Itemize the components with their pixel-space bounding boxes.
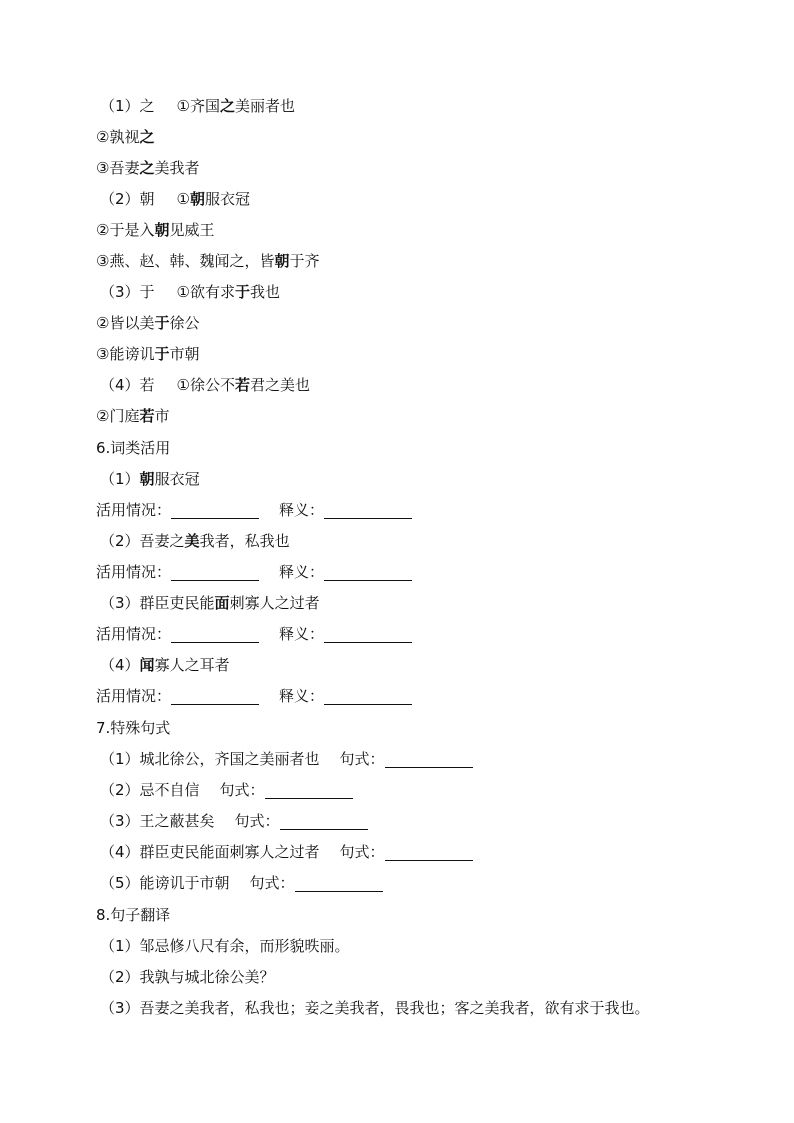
- sentence-pattern-item-1: （1）城北徐公，齐国之美丽者也 句式：: [100, 748, 473, 770]
- section-7-title: 7.特殊句式: [96, 719, 171, 737]
- word-item-zhi-3: ③吾妻之美我者: [96, 159, 200, 177]
- translation-item-1: （1）邹忌修八尺有余，而形貌昳丽。: [100, 937, 350, 955]
- section-8-title: 8.句子翻译: [96, 906, 171, 924]
- word-item-zhi-2: ②孰视之: [96, 128, 155, 146]
- meaning-blank[interactable]: [324, 626, 412, 643]
- usage-answer-row-3: 活用情况： 释义：: [96, 623, 412, 645]
- meaning-blank[interactable]: [324, 688, 412, 705]
- pattern-blank[interactable]: [280, 813, 368, 830]
- word-item-chao-2: ②于是入朝见威王: [96, 221, 215, 239]
- translation-item-3: （3）吾妻之美我者，私我也；妾之美我者，畏我也；客之美我者，欲有求于我也。: [100, 999, 650, 1017]
- word-item-ruo-2: ②门庭若市: [96, 407, 170, 425]
- word-item-chao-1: （2）朝 ①朝服衣冠: [100, 190, 251, 208]
- usage-blank[interactable]: [171, 502, 259, 519]
- meaning-blank[interactable]: [324, 564, 412, 581]
- sentence-pattern-item-3: （3）王之蔽甚矣 句式：: [100, 810, 368, 832]
- word-item-yu-2: ②皆以美于徐公: [96, 314, 200, 332]
- sentence-pattern-item-5: （5）能谤讥于市朝 句式：: [100, 872, 383, 894]
- sentence-pattern-item-2: （2）忌不自信 句式：: [100, 779, 353, 801]
- usage-question-3: （3）群臣吏民能面刺寡人之过者: [100, 594, 320, 612]
- meaning-blank[interactable]: [324, 502, 412, 519]
- word-item-zhi-1: （1）之 ①齐国之美丽者也: [100, 97, 296, 115]
- pattern-blank[interactable]: [385, 751, 473, 768]
- usage-blank[interactable]: [171, 688, 259, 705]
- translation-item-2: （2）我孰与城北徐公美？: [100, 968, 275, 986]
- usage-blank[interactable]: [171, 564, 259, 581]
- usage-question-1: （1）朝服衣冠: [100, 470, 200, 488]
- word-item-yu-3: ③能谤讥于市朝: [96, 345, 200, 363]
- usage-answer-row-4: 活用情况： 释义：: [96, 685, 412, 707]
- pattern-blank[interactable]: [265, 782, 353, 799]
- usage-question-4: （4）闻寡人之耳者: [100, 656, 230, 674]
- usage-answer-row-1: 活用情况： 释义：: [96, 499, 412, 521]
- usage-blank[interactable]: [171, 626, 259, 643]
- word-item-chao-3: ③燕、赵、韩、魏闻之，皆朝于齐: [96, 252, 320, 270]
- usage-question-2: （2）吾妻之美我者，私我也: [100, 532, 290, 550]
- word-item-yu-1: （3）于 ①欲有求于我也: [100, 283, 281, 301]
- usage-answer-row-2: 活用情况： 释义：: [96, 561, 412, 583]
- pattern-blank[interactable]: [385, 844, 473, 861]
- pattern-blank[interactable]: [295, 875, 383, 892]
- section-6-title: 6.词类活用: [96, 439, 171, 457]
- sentence-pattern-item-4: （4）群臣吏民能面刺寡人之过者 句式：: [100, 841, 473, 863]
- word-item-ruo-1: （4）若 ①徐公不若君之美也: [100, 376, 311, 394]
